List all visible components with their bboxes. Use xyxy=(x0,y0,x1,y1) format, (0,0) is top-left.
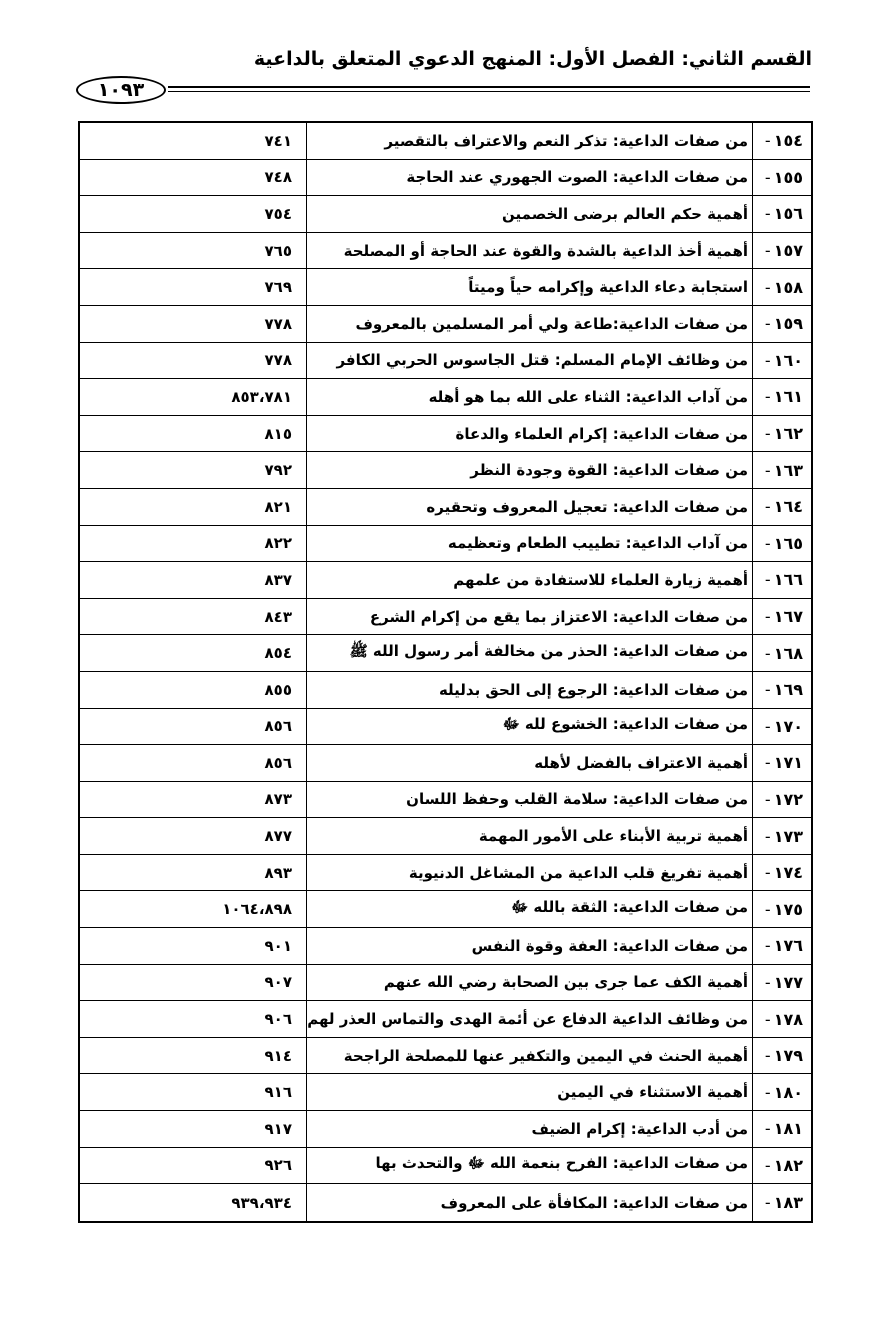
table-row xyxy=(80,965,811,1002)
entry-page: ٨٥٦ xyxy=(80,745,307,781)
entry-number: ١٥٤ xyxy=(773,131,803,151)
entry-page: ٧٧٨ xyxy=(80,306,307,342)
entry-number-cell xyxy=(753,416,811,452)
entry-number: ١٧٣ xyxy=(773,826,803,846)
entry-title: من أدب الداعية: إكرام الضيف xyxy=(307,1111,753,1147)
entry-title: أهمية أخذ الداعية بالشدة والقوة عند الحاجة أو المصلحة xyxy=(307,233,753,269)
entry-number-cell xyxy=(753,562,811,598)
entry-page: ٧٦٩ xyxy=(80,269,307,305)
table-row xyxy=(80,855,811,892)
table-row xyxy=(80,709,811,746)
entry-dash: - xyxy=(764,1009,771,1029)
entry-dash: - xyxy=(764,387,771,407)
entry-number-cell xyxy=(753,160,811,196)
entry-title: من صفات الداعية: الثقة بالله ﷻ xyxy=(307,891,753,927)
table-row xyxy=(80,233,811,270)
entry-dash: - xyxy=(764,716,771,736)
entry-title: أهمية تفريغ قلب الداعية من المشاغل الدنيوية xyxy=(307,855,753,891)
entry-dash: - xyxy=(764,1155,771,1175)
header-divider xyxy=(168,86,810,92)
entry-dash: - xyxy=(764,131,771,151)
table-row xyxy=(80,891,811,928)
table-row xyxy=(80,562,811,599)
entry-number: ١٦٦ xyxy=(773,570,803,590)
entry-number-cell xyxy=(753,855,811,891)
entry-number: ١٧٢ xyxy=(773,789,803,809)
table-row xyxy=(80,196,811,233)
entry-title: من صفات الداعية: تعجيل المعروف وتحقيره xyxy=(307,489,753,525)
page-number-badge: ١٠٩٣ xyxy=(76,76,166,104)
table-row xyxy=(80,269,811,306)
entry-page: ٨٩٣ xyxy=(80,855,307,891)
entry-page: ٨٤٣ xyxy=(80,599,307,635)
entry-dash: - xyxy=(764,936,771,956)
entry-number: ١٧٥ xyxy=(773,899,803,919)
entry-dash: - xyxy=(764,1082,771,1102)
entry-title: من صفات الداعية: إكرام العلماء والدعاة xyxy=(307,416,753,452)
entry-number-cell xyxy=(753,1184,811,1221)
entry-number: ١٦٧ xyxy=(773,607,803,627)
entry-title: أهمية الحنث في اليمين والتكفير عنها للمصلحة الراجحة xyxy=(307,1038,753,1074)
table-row xyxy=(80,489,811,526)
entry-page: ٨٧٧ xyxy=(80,818,307,854)
entry-dash: - xyxy=(764,899,771,919)
entry-number-cell xyxy=(753,1038,811,1074)
entry-page: ٧٧٨ xyxy=(80,343,307,379)
entry-number: ١٨٠ xyxy=(773,1082,803,1102)
entry-number: ١٧٨ xyxy=(773,1009,803,1029)
entry-dash: - xyxy=(764,753,771,773)
entry-number-cell xyxy=(753,196,811,232)
entry-number: ١٥٨ xyxy=(773,277,803,297)
entry-page: ٨٣٧ xyxy=(80,562,307,598)
table-row xyxy=(80,160,811,197)
entry-title: من صفات الداعية: الرجوع إلى الحق بدليله xyxy=(307,672,753,708)
entry-number: ١٥٥ xyxy=(773,167,803,187)
entry-number: ١٦٠ xyxy=(773,350,803,370)
entry-title: من صفات الداعية: سلامة القلب وحفظ اللسان xyxy=(307,782,753,818)
entry-dash: - xyxy=(764,533,771,553)
entry-page: ٩٣٩،٩٣٤ xyxy=(80,1184,307,1221)
entry-dash: - xyxy=(764,680,771,700)
entry-dash: - xyxy=(764,460,771,480)
entry-number: ١٦٤ xyxy=(773,497,803,517)
entry-title: أهمية حكم العالم برضى الخصمين xyxy=(307,196,753,232)
entry-number: ١٥٧ xyxy=(773,241,803,261)
entry-number-cell xyxy=(753,818,811,854)
entry-title: من صفات الداعية: الفرح بنعمة الله ﷻ والتحدث بها xyxy=(307,1148,753,1184)
entry-title: من صفات الداعية: الخشوع لله ﷻ xyxy=(307,709,753,745)
entry-number-cell xyxy=(753,965,811,1001)
entry-dash: - xyxy=(764,204,771,224)
entry-dash: - xyxy=(764,167,771,187)
entry-page: ٩١٦ xyxy=(80,1074,307,1110)
table-row xyxy=(80,343,811,380)
entry-dash: - xyxy=(764,241,771,261)
table-row xyxy=(80,526,811,563)
entry-title: أهمية تربية الأبناء على الأمور المهمة xyxy=(307,818,753,854)
entry-number-cell xyxy=(753,928,811,964)
entry-number-cell xyxy=(753,489,811,525)
entry-title: من صفات الداعية:طاعة ولي أمر المسلمين بالمعروف xyxy=(307,306,753,342)
entry-title: من صفات الداعية: تذكر النعم والاعتراف بالتقصير xyxy=(307,123,753,159)
entry-dash: - xyxy=(764,1193,771,1213)
entry-number-cell xyxy=(753,891,811,927)
entry-dash: - xyxy=(764,643,771,663)
entry-number: ١٧٧ xyxy=(773,972,803,992)
entry-number-cell xyxy=(753,306,811,342)
table-row xyxy=(80,818,811,855)
entry-number-cell xyxy=(753,1001,811,1037)
table-row xyxy=(80,1001,811,1038)
entry-dash: - xyxy=(764,1046,771,1066)
entry-page: ٩١٤ xyxy=(80,1038,307,1074)
entry-title: أهمية الاستثناء في اليمين xyxy=(307,1074,753,1110)
entry-page: ٧٩٢ xyxy=(80,452,307,488)
entry-dash: - xyxy=(764,570,771,590)
entry-page: ٩٠٦ xyxy=(80,1001,307,1037)
entry-title: من صفات الداعية: القوة وجودة النظر xyxy=(307,452,753,488)
entry-dash: - xyxy=(764,314,771,334)
entry-number: ١٦٣ xyxy=(773,460,803,480)
entry-number: ١٧١ xyxy=(773,753,803,773)
entry-page: ٩٠١ xyxy=(80,928,307,964)
table-row xyxy=(80,599,811,636)
entry-number-cell xyxy=(753,269,811,305)
entry-number-cell xyxy=(753,379,811,415)
entry-page: ٨٥٣،٧٨١ xyxy=(80,379,307,415)
entry-number: ١٥٩ xyxy=(773,314,803,334)
entry-page: ٧٤٨ xyxy=(80,160,307,196)
entry-title: من صفات الداعية: الاعتزاز بما يقع من إكرام الشرع xyxy=(307,599,753,635)
entry-page: ٨١٥ xyxy=(80,416,307,452)
entry-page: ٩٠٧ xyxy=(80,965,307,1001)
entry-dash: - xyxy=(764,277,771,297)
entry-number-cell xyxy=(753,1074,811,1110)
entry-number-cell xyxy=(753,123,811,159)
table-row xyxy=(80,1184,811,1221)
entry-number-cell xyxy=(753,233,811,269)
entry-number: ١٧٦ xyxy=(773,936,803,956)
entry-dash: - xyxy=(764,424,771,444)
table-row xyxy=(80,452,811,489)
entry-title: من وظائف الإمام المسلم: قتل الجاسوس الحربي الكافر xyxy=(307,343,753,379)
entry-number: ١٦١ xyxy=(773,387,803,407)
entry-title: من آداب الداعية: تطييب الطعام وتعظيمه xyxy=(307,526,753,562)
table-row xyxy=(80,745,811,782)
entry-title: استجابة دعاء الداعية وإكرامه حياً وميتاً xyxy=(307,269,753,305)
entry-number-cell xyxy=(753,599,811,635)
entry-page: ٧٤١ xyxy=(80,123,307,159)
table-row xyxy=(80,123,811,160)
entry-title: من آداب الداعية: الثناء على الله بما هو أهله xyxy=(307,379,753,415)
entry-number-cell xyxy=(753,452,811,488)
page-header-title: القسم الثاني: الفصل الأول: المنهج الدعوي المتعلق بالداعية xyxy=(253,48,812,70)
entry-number-cell xyxy=(753,635,811,671)
entry-page: ٨٥٤ xyxy=(80,635,307,671)
entry-number-cell xyxy=(753,745,811,781)
table-row xyxy=(80,672,811,709)
entry-number-cell xyxy=(753,709,811,745)
entry-number: ١٥٦ xyxy=(773,204,803,224)
table-row xyxy=(80,1074,811,1111)
entry-number-cell xyxy=(753,1148,811,1184)
toc-table xyxy=(78,121,813,1223)
entry-dash: - xyxy=(764,863,771,883)
entry-title: أهمية الاعتراف بالفضل لأهله xyxy=(307,745,753,781)
entry-number: ١٨١ xyxy=(773,1119,803,1139)
entry-dash: - xyxy=(764,607,771,627)
entry-dash: - xyxy=(764,1119,771,1139)
entry-page: ٨٢٢ xyxy=(80,526,307,562)
entry-number: ١٧٤ xyxy=(773,863,803,883)
entry-title: من صفات الداعية: الحذر من مخالفة أمر رسول الله ﷺ xyxy=(307,635,753,671)
entry-number: ١٧٠ xyxy=(773,716,803,736)
table-row xyxy=(80,1111,811,1148)
entry-page: ٩١٧ xyxy=(80,1111,307,1147)
entry-number-cell xyxy=(753,343,811,379)
table-row xyxy=(80,1148,811,1185)
entry-number-cell xyxy=(753,1111,811,1147)
entry-title: من وظائف الداعية الدفاع عن أئمة الهدى والتماس العذر لهم xyxy=(307,1001,753,1037)
table-row xyxy=(80,379,811,416)
entry-title: أهمية الكف عما جرى بين الصحابة رضي الله عنهم xyxy=(307,965,753,1001)
entry-dash: - xyxy=(764,789,771,809)
entry-number: ١٨٣ xyxy=(773,1193,803,1213)
entry-dash: - xyxy=(764,497,771,517)
entry-page: ١٠٦٤،٨٩٨ xyxy=(80,891,307,927)
entry-page: ٨٧٣ xyxy=(80,782,307,818)
table-row xyxy=(80,635,811,672)
entry-number-cell xyxy=(753,782,811,818)
entry-number: ١٦٢ xyxy=(773,424,803,444)
entry-dash: - xyxy=(764,350,771,370)
entry-page: ٨٥٥ xyxy=(80,672,307,708)
entry-dash: - xyxy=(764,972,771,992)
entry-title: من صفات الداعية: المكافأة على المعروف xyxy=(307,1184,753,1221)
entry-number: ١٦٨ xyxy=(773,643,803,663)
entry-number: ١٦٩ xyxy=(773,680,803,700)
entry-page: ٧٥٤ xyxy=(80,196,307,232)
table-row xyxy=(80,416,811,453)
table-row xyxy=(80,782,811,819)
table-row xyxy=(80,1038,811,1075)
entry-title: من صفات الداعية: الصوت الجهوري عند الحاجة xyxy=(307,160,753,196)
table-row xyxy=(80,928,811,965)
entry-number: ١٨٢ xyxy=(773,1155,803,1175)
entry-page: ٨٢١ xyxy=(80,489,307,525)
entry-number: ١٦٥ xyxy=(773,533,803,553)
entry-page: ٨٥٦ xyxy=(80,709,307,745)
entry-title: أهمية زيارة العلماء للاستفادة من علمهم xyxy=(307,562,753,598)
entry-dash: - xyxy=(764,826,771,846)
table-row xyxy=(80,306,811,343)
entry-title: من صفات الداعية: العفة وقوة النفس xyxy=(307,928,753,964)
entry-number: ١٧٩ xyxy=(773,1046,803,1066)
entry-page: ٧٦٥ xyxy=(80,233,307,269)
entry-page: ٩٢٦ xyxy=(80,1148,307,1184)
entry-number-cell xyxy=(753,672,811,708)
entry-number-cell xyxy=(753,526,811,562)
